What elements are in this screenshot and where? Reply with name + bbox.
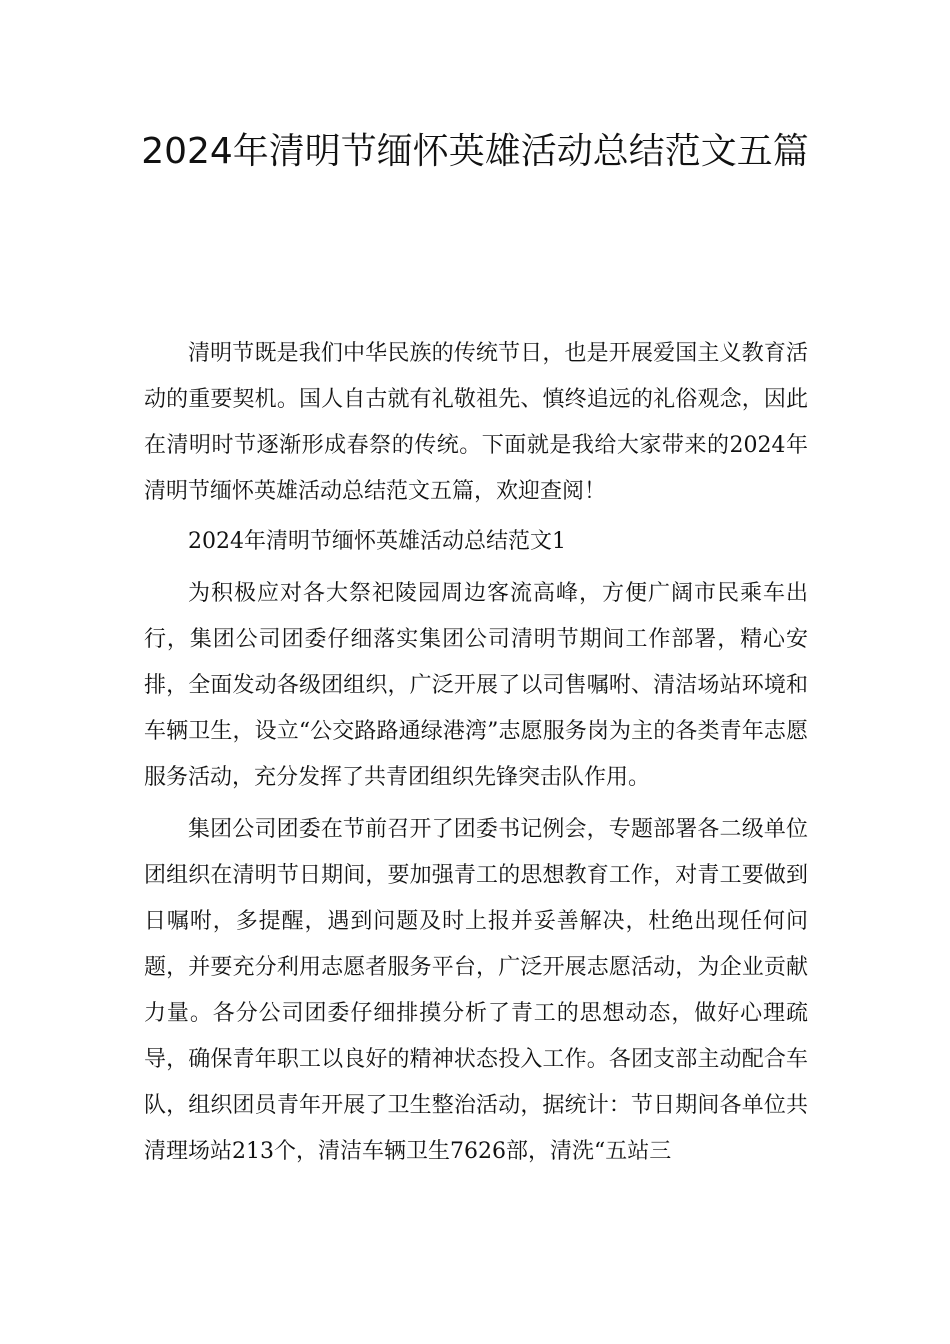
document-body bbox=[144, 331, 808, 1175]
body-paragraph: 集团公司团委在节前召开了团委书记例会，专题部署各二级单位团组织在清明节日期间，要加强青工的思想教育工作，对青工要做到日嘱咐，多提醒，遇到问题及时上报并妥善解决，杜绝出现任何问题，并要充分利用志愿者服务平台，广泛开展志愿活动，为企业贡献力量。各分公司团委仔细排摸分析了青工的思想动态，做好心理疏导，确保青年职工以良好的精神状态投入工作。各团支部主动配合车队，组织团员青年开展了卫生整治活动，据统计：节日期间各单位共清理场站213个，清洁车辆卫生7626部，清洗“五站三 bbox=[144, 817, 808, 1164]
section-heading: 2024年清明节缅怀英雄活动总结范文1 bbox=[188, 529, 566, 554]
document-title: 2024年清明节缅怀英雄活动总结范文五篇 bbox=[141, 131, 809, 172]
body-paragraph: 为积极应对各大祭祀陵园周边客流高峰，方便广阔市民乘车出行，集团公司团委仔细落实集团公司清明节期间工作部署，精心安排，全面发动各级团组织，广泛开展了以司售嘱咐、清洁场站环境和车辆卫生，设立“公交路路通绿港湾”志愿服务岗为主的各类青年志愿服务活动，充分发挥了共青团组织先锋突击队作用。 bbox=[144, 581, 808, 790]
intro-paragraph: 清明节既是我们中华民族的传统节日，也是开展爱国主义教育活动的重要契机。国人自古就有礼敬祖先、慎终追远的礼俗观念，因此在清明时节逐渐形成春祭的传统。下面就是我给大家带来的2024年清明节缅怀英雄活动总结范文五篇，欢迎查阅！ bbox=[144, 341, 808, 504]
